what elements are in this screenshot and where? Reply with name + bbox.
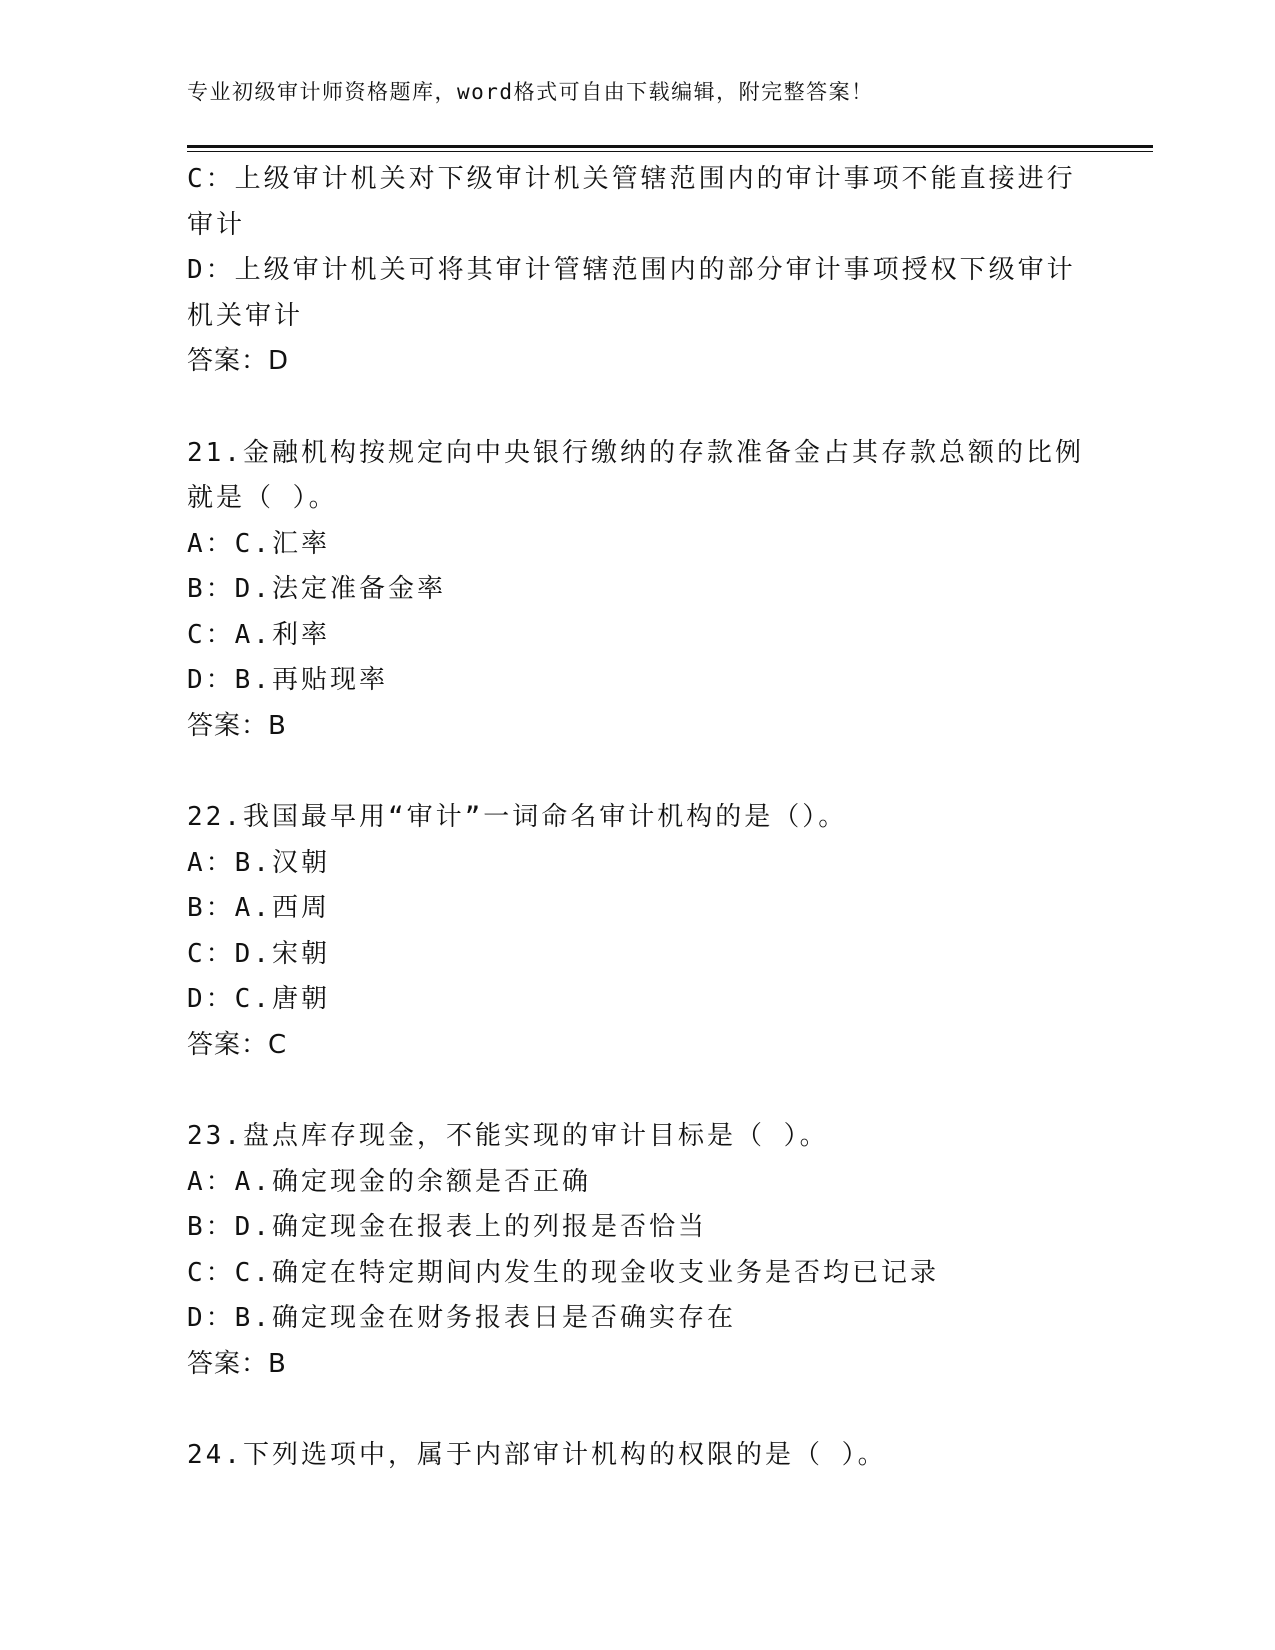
document-body: [187, 157, 1087, 1479]
option-d: D：B.确定现金在财务报表日是否确实存在: [187, 1303, 736, 1333]
question-stem: 24.下列选项中，属于内部审计机构的权限的是（ ）。: [187, 1440, 887, 1470]
answer: 答案：C: [187, 1029, 288, 1060]
option-c: C：C.确定在特定期间内发生的现金收支业务是否均已记录: [187, 1257, 939, 1288]
option-b: B：D.确定现金在报表上的列报是否恰当: [187, 1212, 707, 1242]
page-header: 专业初级审计师资格题库，word格式可自由下载编辑，附完整答案！: [187, 80, 874, 104]
option-b: B：D.法定准备金率: [187, 574, 446, 604]
header-rule-thin: [187, 151, 1153, 152]
option-d: D：B.再贴现率: [187, 665, 388, 695]
spacer: [187, 1387, 1087, 1433]
prev-question-block: [187, 157, 1087, 385]
spacer: [187, 1068, 1087, 1114]
option-a: A：C.汇率: [187, 528, 330, 559]
answer: 答案：B: [187, 1348, 287, 1379]
option-c: C：上级审计机关对下级审计机关管辖范围内的审计事项不能直接进行: [187, 164, 1076, 194]
question-24: [187, 1433, 1087, 1479]
question-stem: 21.金融机构按规定向中央银行缴纳的存款准备金占其存款总额的比例: [187, 437, 1084, 468]
option-c-continued: 审计: [187, 209, 246, 240]
question-23: [187, 1114, 1087, 1387]
option-b: B：A.西周: [187, 893, 330, 923]
question-stem: 22.我国最早用“审计”一词命名审计机构的是（）。: [187, 802, 848, 832]
option-d-continued: 机关审计: [187, 300, 304, 331]
question-stem-continued: 就是（ ）。: [187, 483, 338, 513]
spacer: [187, 385, 1087, 431]
question-stem: 23.盘点库存现金，不能实现的审计目标是（ ）。: [187, 1121, 829, 1151]
option-d: D：上级审计机关可将其审计管辖范围内的部分审计事项授权下级审计: [187, 255, 1076, 285]
option-c: C：D.宋朝: [187, 938, 330, 969]
answer: 答案：D: [187, 346, 290, 376]
question-21: [187, 431, 1087, 750]
header-rule-thick: [187, 145, 1153, 148]
option-a: A：A.确定现金的余额是否正确: [187, 1166, 591, 1197]
option-d: D：C.唐朝: [187, 984, 330, 1014]
answer: 答案：B: [187, 710, 287, 741]
option-c: C：A.利率: [187, 619, 330, 650]
spacer: [187, 749, 1087, 795]
question-22: [187, 795, 1087, 1068]
option-a: A：B.汉朝: [187, 847, 330, 878]
